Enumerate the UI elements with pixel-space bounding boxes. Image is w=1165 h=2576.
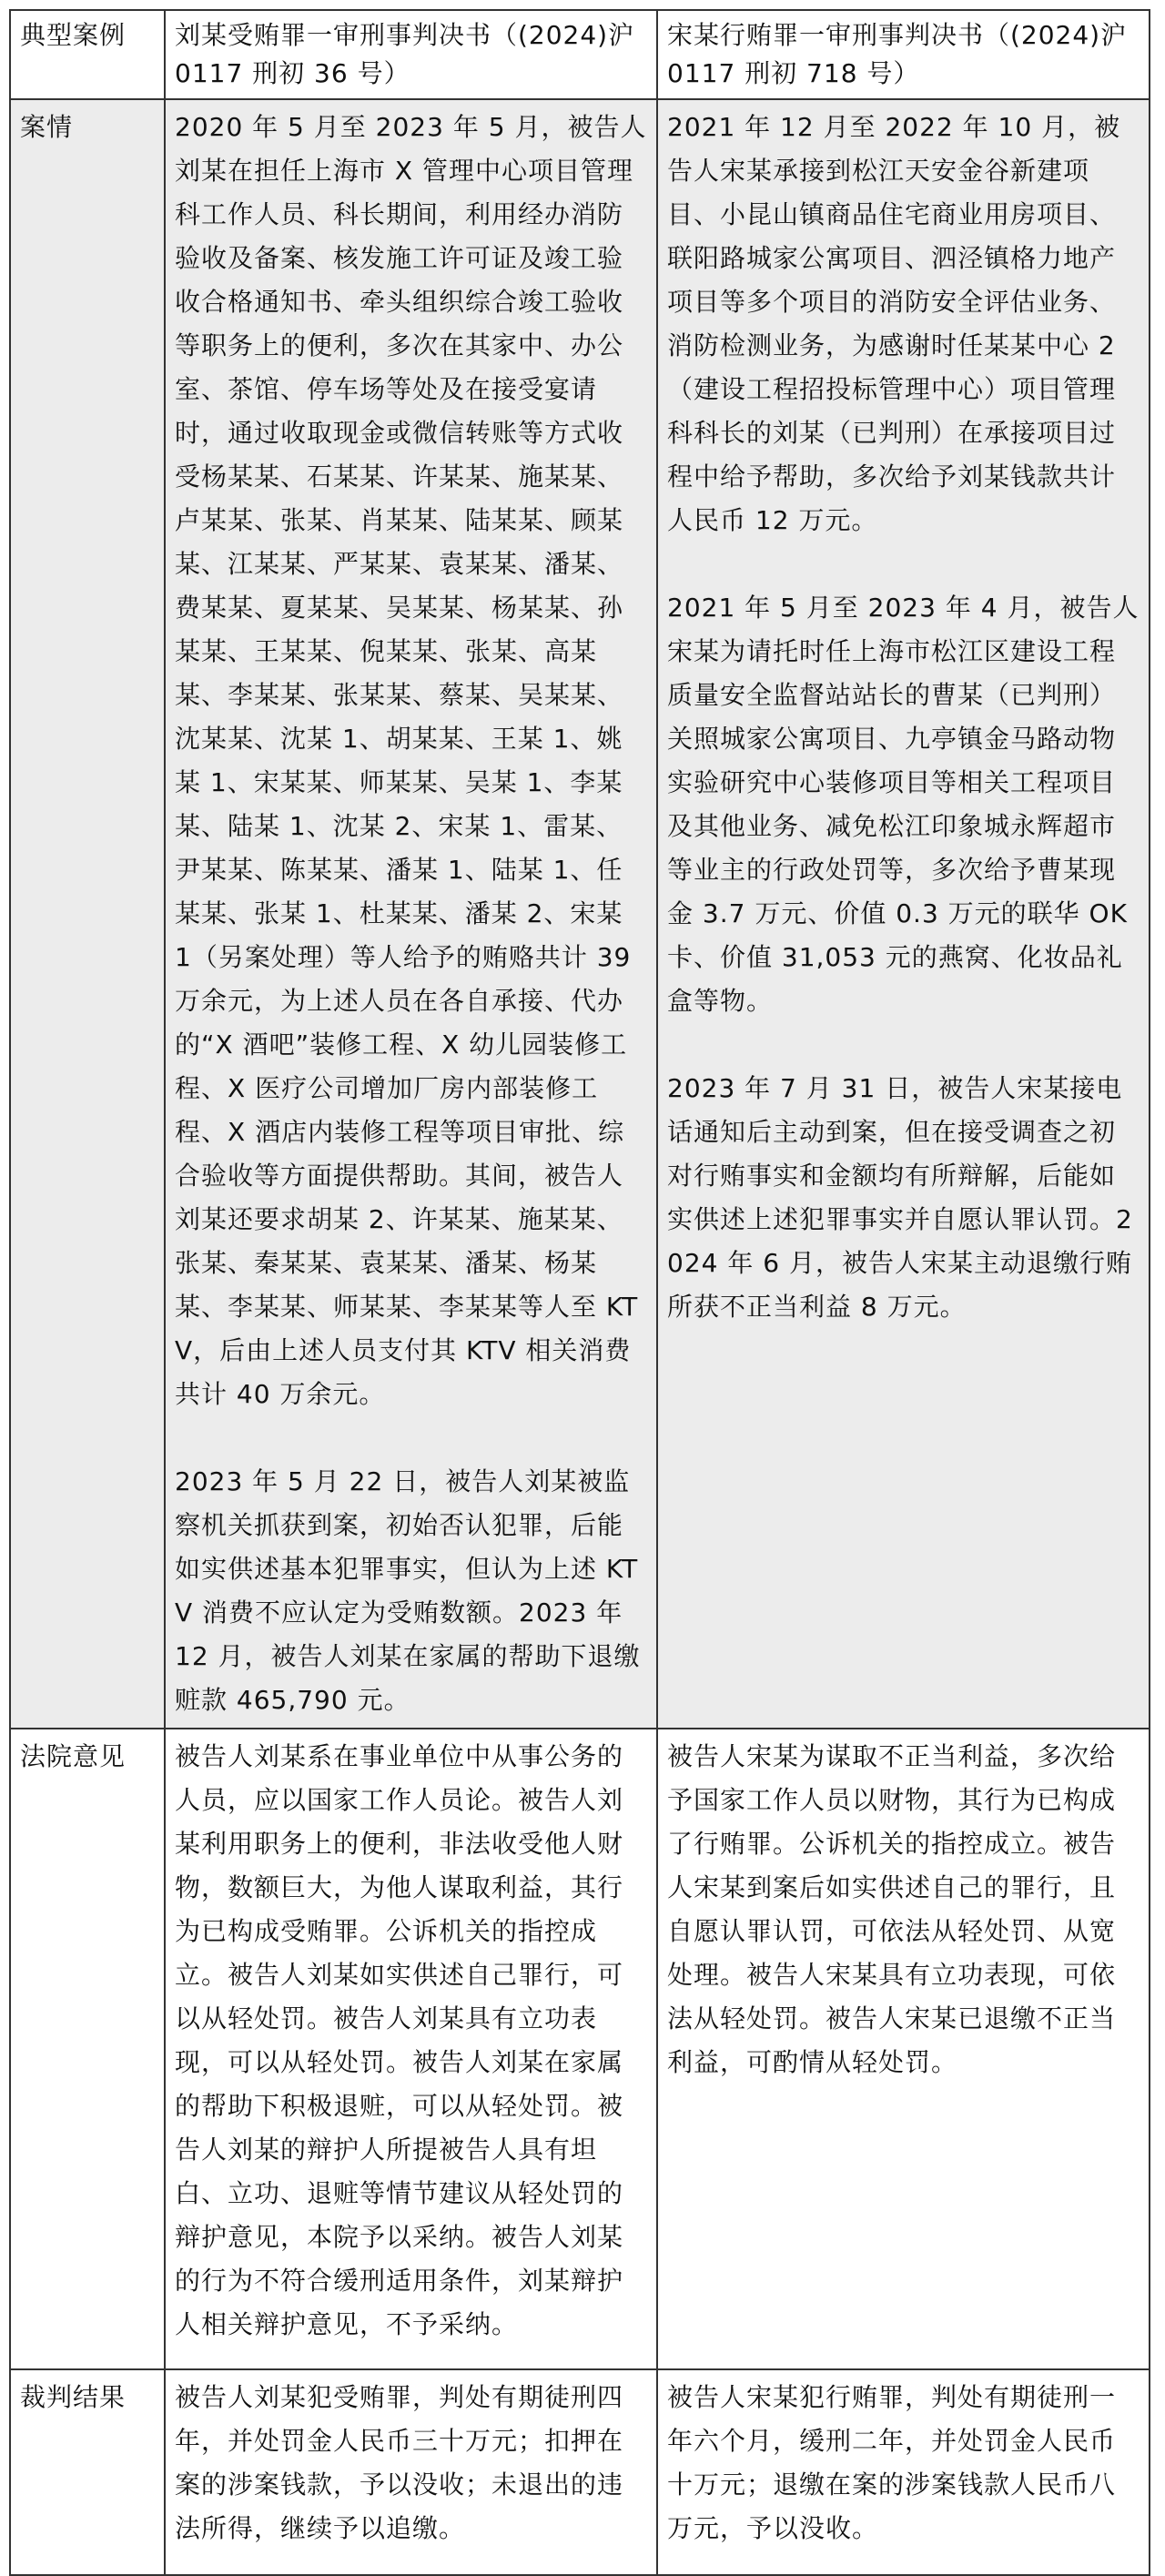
opinion-song-cell	[657, 1729, 1150, 2369]
case-comparison-table	[9, 9, 1150, 2576]
verdict-song-text: 被告人宋某犯行贿罪，判处有期徒刑一年六个月，缓刑二年，并处罚金人民币十万元；退缴在案的涉案钱款人民币八万元，予以没收。	[667, 2382, 1117, 2543]
table-header-row	[10, 10, 1150, 99]
facts-liu-cell	[165, 99, 657, 1729]
facts-song-para-3: 2023 年 7 月 31 日，被告人宋某接电话通知后主动到案，但在接受调查之初对行贿事实和金额均有所辩解，后能如实供述上述犯罪事实并自愿认罪认罚。2024 年 6 月，被告人宋某主动退缴行贿所获不正当利益 8 万元。	[667, 1073, 1133, 1322]
facts-liu-para-2: 2023 年 5 月 22 日，被告人刘某被监察机关抓获到案，初始否认犯罪，后能如实供述基本犯罪事实，但认为上述 KTV 消费不应认定为受贿数额。2023 年 12 月，被告人刘某在家属的帮助下退缴赃款 465,790 元。	[175, 1466, 641, 1715]
opinion-liu-cell	[165, 1729, 657, 2369]
verdict-label: 裁判结果	[10, 2369, 165, 2575]
facts-song-para-2: 2021 年 5 月至 2023 年 4 月，被告人宋某为请托时任上海市松江区建设工程质量安全监督站站长的曹某（已判刑）关照城家公寓项目、九亭镇金马路动物实验研究中心装修项目等相关工程项目及其他业务、减免松江印象城永辉超市等业主的行政处罚等，多次给予曹某现金 3.7 万元、价值 0.3 万元的联华 OK 卡、价值 31,053 元的燕窝、化妆品礼盒等物。	[667, 593, 1140, 1016]
verdict-liu-text: 被告人刘某犯受贿罪，判处有期徒刑四年，并处罚金人民币三十万元；扣押在案的涉案钱款，予以没收；未退出的违法所得，继续予以追缴。	[175, 2382, 624, 2543]
facts-song-para-1: 2021 年 12 月至 2022 年 10 月，被告人宋某承接到松江天安金谷新建项目、小昆山镇商品住宅商业用房项目、联阳路城家公寓项目、泗泾镇格力地产项目等多个项目的消防安全评估业务、消防检测业务，为感谢时任某某中心 2（建设工程招投标管理中心）项目管理科科长的刘某（已判刑）在承接项目过程中给予帮助，多次给予刘某钱款共计人民币 12 万元。	[667, 112, 1121, 535]
facts-liu-para-1: 2020 年 5 月至 2023 年 5 月，被告人刘某在担任上海市 X 管理中心项目管理科工作人员、科长期间，利用经办消防验收及备案、核发施工许可证及竣工验收合格通知书、牵头组织综合竣工验收等职务上的便利，多次在其家中、办公室、茶馆、停车场等处及在接受宴请时，通过收取现金或微信转账等方式收受杨某某、石某某、许某某、施某某、卢某某、张某、肖某某、陆某某、顾某某、江某某、严某某、袁某某、潘某、费某某、夏某某、吴某某、杨某某、孙某某、王某某、倪某某、张某、高某某、李某某、张某某、蔡某、吴某某、沈某某、沈某 1、胡某某、王某 1、姚某 1、宋某某、师某某、吴某 1、李某某、陆某 1、沈某 2、宋某 1、雷某、尹某某、陈某某、潘某 1、陆某 1、任某某、张某 1、杜某某、潘某 2、宋某 1（另案处理）等人给予的贿赂共计 39 万余元，为上述人员在各自承接、代办的“X 酒吧”装修工程、X 幼儿园装修工程、X 医疗公司增加厂房内部装修工程、X 酒店内装修工程等项目审批、综合验收等方面提供帮助。其间，被告人刘某还要求胡某 2、许某某、施某某、张某、秦某某、袁某某、潘某、杨某某、李某某、师某某、李某某等人至 KTV，后由上述人员支付其 KTV 相关消费共计 40 万余元。	[175, 112, 647, 1409]
header-song-judgment: 宋某行贿罪一审刑事判决书（(2024)沪 0117 刑初 718 号）	[657, 10, 1150, 99]
facts-song-cell	[657, 99, 1150, 1729]
verdict-song-cell	[657, 2369, 1150, 2575]
opinion-liu-text: 被告人刘某系在事业单位中从事公务的人员，应以国家工作人员论。被告人刘某利用职务上的便利，非法收受他人财物，数额巨大，为他人谋取利益，其行为已构成受贿罪。公诉机关的指控成立。被告人刘某如实供述自己罪行，可以从轻处罚。被告人刘某具有立功表现，可以从轻处罚。被告人刘某在家属的帮助下积极退赃，可以从轻处罚。被告人刘某的辩护人所提被告人具有坦白、立功、退赃等情节建议从轻处罚的辩护意见，本院予以采纳。被告人刘某的行为不符合缓刑适用条件，刘某辩护人相关辩护意见，不予采纳。	[175, 1741, 624, 2339]
header-case-label: 典型案例	[10, 10, 165, 99]
opinion-song-text: 被告人宋某为谋取不正当利益，多次给予国家工作人员以财物，其行为已构成了行贿罪。公诉机关的指控成立。被告人宋某到案后如实供述自己的罪行，且自愿认罪认罚，可依法从轻处罚、从宽处理。被告人宋某具有立功表现，可依法从轻处罚。被告人宋某已退缴不正当利益，可酌情从轻处罚。	[667, 1741, 1117, 2077]
opinion-row	[10, 1729, 1150, 2369]
facts-label: 案情	[10, 99, 165, 1729]
verdict-row	[10, 2369, 1150, 2575]
header-liu-judgment: 刘某受贿罪一审刑事判决书（(2024)沪 0117 刑初 36 号）	[165, 10, 657, 99]
opinion-label: 法院意见	[10, 1729, 165, 2369]
facts-row	[10, 99, 1150, 1729]
verdict-liu-cell	[165, 2369, 657, 2575]
